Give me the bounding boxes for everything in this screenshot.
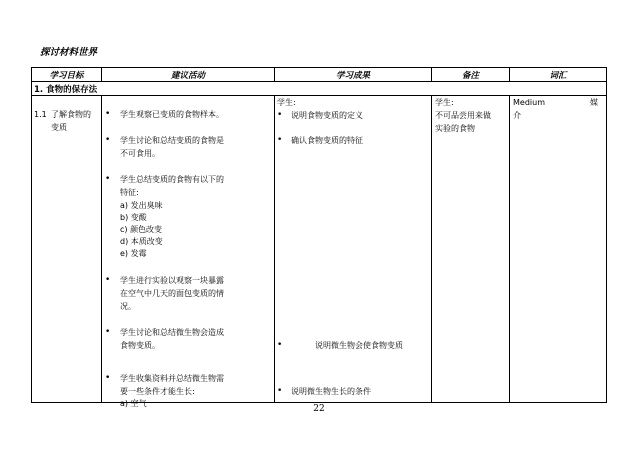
activity-2-line-2: 不可食用。 [120,149,160,158]
vocab-word: Medium [513,98,545,107]
activity-3-sub-c: c) 颜色改变 [120,225,163,234]
notes-cell [432,96,510,403]
page-number: 22 [313,404,325,414]
activity-3-sub-a: a) 发出臭味 [120,201,163,210]
activity-5-line-1: 学生讨论和总结微生物会造成 [120,328,224,337]
bullet-icon: • [277,340,283,350]
curriculum-table [31,67,607,408]
objective-line-2: 变质 [51,123,67,132]
header-objective: 学习目标 [32,68,102,82]
bullet-icon: • [105,174,111,184]
section-row [32,82,607,96]
outcomes-intro: 学生: [277,98,296,107]
outcomes-cell [275,96,432,403]
bullet-icon: • [277,135,283,145]
notes-line-1: 学生: [435,98,454,107]
bullet-icon: • [277,386,283,396]
activity-5-line-2: 食物变质。 [120,341,160,350]
objective-line-1: 了解食物的 [51,110,91,119]
activity-3-sub-d: d) 本质改变 [120,237,163,246]
header-outcomes: 学习成果 [275,68,432,82]
objective-number: 1.1 [34,110,47,119]
activity-2-line-1: 学生讨论和总结变质的食物是 [120,136,224,145]
bullet-icon: • [105,135,111,145]
vocab-translation-1: 媒 [590,98,598,107]
header-row [32,68,607,82]
header-vocabulary: 词汇 [510,68,607,82]
activity-6-line-1: 学生收集资料并总结微生物需 [120,374,224,383]
notes-line-2: 不可品尝用来做 [435,111,491,120]
outcome-3: 说明微生物会使食物变质 [315,341,403,350]
objective-cell [32,96,102,403]
outcome-2: 确认食物变质的特征 [291,136,363,145]
activity-3-sub-e: e) 发霉 [120,249,147,258]
outcome-1: 说明食物变质的定义 [291,111,363,120]
outcome-4: 说明微生物生长的条件 [291,387,371,396]
activity-6-line-2: 要一些条件才能生长: [120,387,195,396]
section-title: 1. 食物的保存法 [32,82,607,96]
activity-4-line-1: 学生进行实验以观察一块暴露 [120,276,224,285]
bullet-icon: • [105,275,111,285]
activity-6-sub-a: a) 空气 [120,399,147,408]
vocabulary-cell [510,96,607,403]
activity-3-line-2: 特征: [120,188,139,197]
activity-1-line-1: 学生观察已变质的食物样本。 [120,110,224,119]
bullet-icon: • [105,327,111,337]
activity-3-sub-b: b) 变酸 [120,213,147,222]
activity-4-line-2: 在空气中几天的面包变质的情 [120,289,224,298]
vocab-translation-2: 介 [513,111,521,120]
bullet-icon: • [105,373,111,383]
activity-3-line-1: 学生总结变质的食物有以下的 [120,175,224,184]
header-notes: 备注 [432,68,510,82]
activities-cell [102,96,275,408]
notes-line-3: 实验的食物 [435,124,475,133]
document-title: 探讨材料世界 [40,47,98,58]
bullet-icon: • [277,110,283,120]
bullet-icon: • [105,109,111,119]
content-row [32,96,607,403]
header-activities: 建议活动 [102,68,275,82]
activity-4-line-3: 况。 [120,302,136,311]
